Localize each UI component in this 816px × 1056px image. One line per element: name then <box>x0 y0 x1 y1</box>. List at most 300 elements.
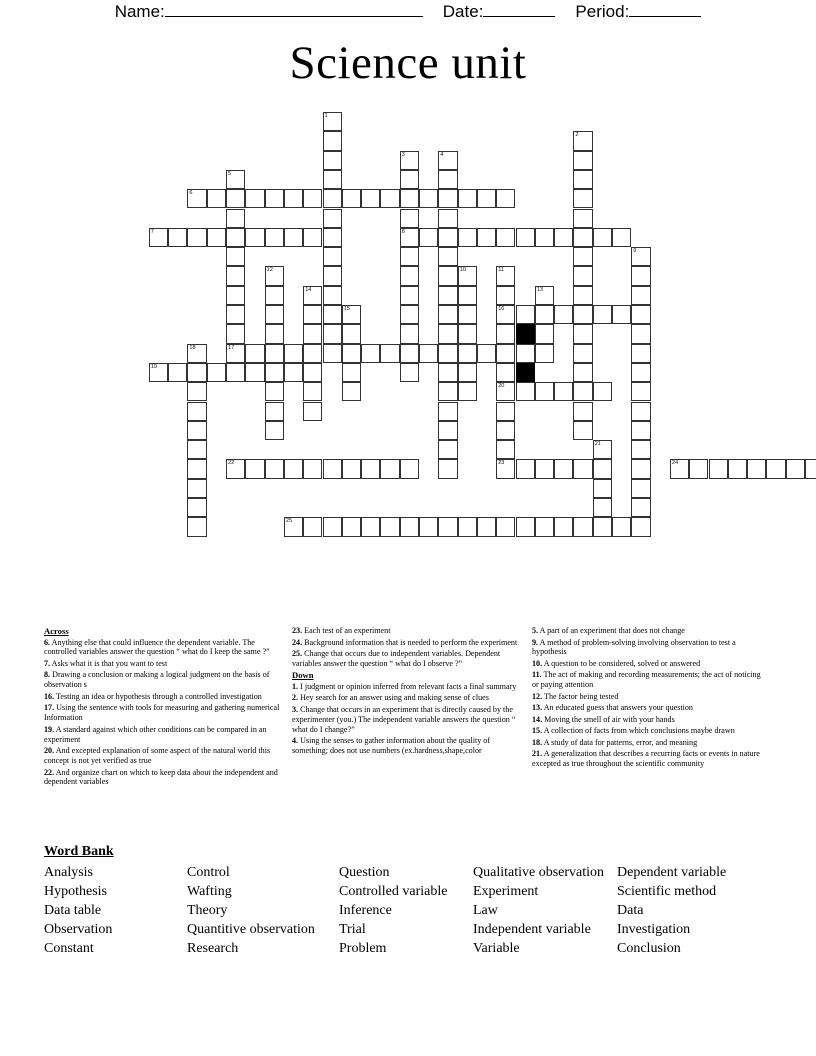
grid-cell[interactable] <box>226 305 245 324</box>
clue-item: 4. Using the senses to gather information about the quality of something; does not use numbers (ex.hardness,shape,color <box>292 736 491 756</box>
grid-cell[interactable] <box>342 459 361 478</box>
grid-cell[interactable] <box>323 189 342 208</box>
word-bank-heading: Word Bank <box>44 844 114 859</box>
grid-cell[interactable] <box>265 324 284 343</box>
clue-item: 13. An educated guess that answers your question <box>532 703 693 713</box>
word-bank-item: Scientific method <box>617 884 717 899</box>
grid-cell[interactable] <box>284 344 303 363</box>
grid-cell[interactable] <box>400 247 419 266</box>
grid-cell[interactable] <box>187 498 206 517</box>
grid-cell[interactable] <box>689 459 708 478</box>
grid-cell[interactable] <box>361 517 380 536</box>
clue-column-3 <box>532 626 768 771</box>
clue-number: 7. <box>44 658 51 668</box>
grid-cell[interactable] <box>593 228 612 247</box>
grid-cell[interactable] <box>631 305 650 324</box>
clue-number: 11. <box>532 670 542 680</box>
word-bank-item: Variable <box>473 941 520 956</box>
grid-cell-number: 13 <box>536 286 544 293</box>
grid-cell[interactable] <box>535 344 554 363</box>
grid-cell[interactable] <box>554 459 573 478</box>
word-bank-item: Investigation <box>617 922 691 937</box>
grid-cell[interactable] <box>573 459 592 478</box>
grid-cell[interactable] <box>573 266 592 285</box>
grid-cell[interactable] <box>400 344 419 363</box>
grid-cell[interactable] <box>323 209 342 228</box>
grid-cell[interactable] <box>265 421 284 440</box>
grid-cell[interactable] <box>458 286 477 305</box>
grid-cell[interactable] <box>573 363 592 382</box>
grid-cell[interactable] <box>284 517 303 536</box>
clue-number: 1. <box>292 681 299 691</box>
grid-cell[interactable] <box>593 305 612 324</box>
grid-cell-number: 12 <box>266 267 273 274</box>
grid-cell[interactable] <box>187 479 206 498</box>
word-bank-item: Wafting <box>187 884 232 899</box>
grid-cell[interactable] <box>573 421 592 440</box>
grid-cell[interactable] <box>573 189 592 208</box>
grid-cell[interactable] <box>438 440 457 459</box>
grid-cell[interactable] <box>187 382 206 401</box>
grid-cell[interactable] <box>187 363 206 382</box>
clue-item: 2. Hey search for an answer using and making sense of clues <box>292 693 489 703</box>
grid-cell[interactable] <box>245 459 264 478</box>
word-bank-item: Law <box>473 903 498 918</box>
grid-cell[interactable] <box>245 344 264 363</box>
grid-cell[interactable] <box>766 459 785 478</box>
grid-cell[interactable] <box>496 440 515 459</box>
grid-cell[interactable] <box>612 305 631 324</box>
grid-cell[interactable] <box>573 209 592 228</box>
grid-cell[interactable] <box>438 344 457 363</box>
grid-cell[interactable] <box>535 286 554 305</box>
grid-cell[interactable] <box>573 151 592 170</box>
page-title: Science unit <box>289 37 527 89</box>
grid-cell[interactable] <box>535 228 554 247</box>
grid-cell[interactable] <box>400 286 419 305</box>
grid-cell[interactable] <box>496 363 515 382</box>
grid-cell[interactable] <box>303 324 322 343</box>
grid-cell[interactable] <box>458 382 477 401</box>
grid-cell[interactable] <box>265 363 284 382</box>
word-bank-item: Independent variable <box>473 922 591 937</box>
grid-cell[interactable] <box>265 459 284 478</box>
grid-cell[interactable] <box>323 151 342 170</box>
grid-cell[interactable] <box>323 228 342 247</box>
grid-cell[interactable] <box>168 363 187 382</box>
grid-cell[interactable] <box>554 382 573 401</box>
grid-cell[interactable] <box>380 344 399 363</box>
grid-cell[interactable] <box>535 517 554 536</box>
grid-cell[interactable] <box>342 189 361 208</box>
grid-cell[interactable] <box>593 382 612 401</box>
grid-cell[interactable] <box>323 266 342 285</box>
grid-cell[interactable] <box>458 517 477 536</box>
grid-cell[interactable] <box>747 459 766 478</box>
grid-cell[interactable] <box>496 286 515 305</box>
word-bank-item: Conclusion <box>617 941 681 956</box>
grid-cell[interactable] <box>284 228 303 247</box>
grid-cell[interactable] <box>323 112 342 131</box>
grid-cell[interactable] <box>573 344 592 363</box>
grid-cell[interactable] <box>303 286 322 305</box>
grid-cell[interactable] <box>496 344 515 363</box>
grid-cell[interactable] <box>728 459 747 478</box>
word-bank-item: Data table <box>44 903 102 918</box>
clue-item: 1. I judgment or opinion inferred from relevant facts a final summary <box>292 681 517 691</box>
grid-cell[interactable] <box>438 363 457 382</box>
grid-cell[interactable] <box>303 189 322 208</box>
grid-cell[interactable] <box>303 402 322 421</box>
clue-number: 15. <box>532 726 543 736</box>
grid-cell[interactable] <box>516 517 535 536</box>
grid-cell[interactable] <box>593 498 612 517</box>
grid-cell[interactable] <box>187 189 206 208</box>
grid-cell[interactable] <box>265 286 284 305</box>
grid-cell[interactable] <box>573 131 592 150</box>
grid-cell[interactable] <box>265 266 284 285</box>
clue-item: 15. A collection of facts from which conclusions maybe drawn <box>532 726 735 736</box>
grid-cell[interactable] <box>226 189 245 208</box>
grid-cell[interactable] <box>438 402 457 421</box>
grid-cell[interactable] <box>631 421 650 440</box>
clue-item: 23. Each test of an experiment <box>292 626 391 635</box>
word-bank-item: Controlled variable <box>339 884 448 899</box>
grid-cell[interactable] <box>535 459 554 478</box>
grid-cell[interactable] <box>265 305 284 324</box>
grid-cell[interactable] <box>573 247 592 266</box>
grid-cell[interactable] <box>670 459 689 478</box>
grid-cell-number: 15 <box>343 306 351 312</box>
grid-cell[interactable] <box>265 382 284 401</box>
grid-cell[interactable] <box>631 479 650 498</box>
grid-cell[interactable] <box>535 324 554 343</box>
grid-cell[interactable] <box>342 363 361 382</box>
grid-cell[interactable] <box>265 402 284 421</box>
grid-cell[interactable] <box>361 189 380 208</box>
grid-cell[interactable] <box>573 305 592 324</box>
grid-cell[interactable] <box>207 189 226 208</box>
grid-cell[interactable] <box>342 305 361 324</box>
grid-cell[interactable] <box>477 517 496 536</box>
grid-cell[interactable] <box>400 189 419 208</box>
grid-cell[interactable] <box>477 189 496 208</box>
grid-cell[interactable] <box>631 517 650 536</box>
grid-cell[interactable] <box>400 228 419 247</box>
grid-cell[interactable] <box>284 363 303 382</box>
grid-cell[interactable] <box>438 305 457 324</box>
clue-number: 5. <box>532 626 539 635</box>
grid-cell[interactable] <box>786 459 805 478</box>
grid-cell[interactable] <box>400 305 419 324</box>
grid-cell[interactable] <box>265 189 284 208</box>
grid-cell[interactable] <box>187 228 206 247</box>
grid-cell[interactable] <box>496 228 515 247</box>
grid-cell[interactable] <box>573 286 592 305</box>
down-heading: Down <box>292 670 314 681</box>
grid-cell[interactable] <box>438 209 457 228</box>
grid-cell[interactable] <box>303 305 322 324</box>
grid-cell-number: 10 <box>459 267 466 274</box>
word-bank-item: Problem <box>339 941 387 956</box>
grid-cell-number: 14 <box>305 286 312 293</box>
grid-cell[interactable] <box>458 266 477 285</box>
grid-cell[interactable] <box>323 324 342 343</box>
grid-cell[interactable] <box>226 266 245 285</box>
grid-cell-number: 9 <box>633 248 637 255</box>
grid-cell[interactable] <box>380 459 399 478</box>
grid-cell[interactable] <box>438 421 457 440</box>
grid-cell[interactable] <box>438 228 457 247</box>
word-bank-item: Theory <box>187 903 228 918</box>
grid-cell[interactable] <box>516 459 535 478</box>
clue-number: 16. <box>44 691 55 701</box>
grid-cell[interactable] <box>631 382 650 401</box>
grid-cell-number: 16 <box>498 306 505 312</box>
clue-item: 18. A study of data for patterns, error, and meaning <box>532 737 698 747</box>
grid-cell[interactable] <box>303 382 322 401</box>
grid-cell[interactable] <box>516 228 535 247</box>
grid-cell-number: 24 <box>671 460 679 467</box>
clue-item: 6. Anything else that could influence the dependent variable. The controlled variables answer the question “ what do I keep the same ?” <box>44 637 270 657</box>
grid-cell[interactable] <box>496 517 515 536</box>
grid-cell[interactable] <box>612 228 631 247</box>
date-label: Date: <box>442 2 484 21</box>
grid-cell[interactable] <box>245 363 264 382</box>
grid-cell[interactable] <box>458 228 477 247</box>
grid-cell[interactable] <box>496 324 515 343</box>
grid-cell[interactable] <box>516 344 535 363</box>
grid-cell[interactable] <box>805 459 816 478</box>
grid-cell[interactable] <box>323 459 342 478</box>
grid-cell[interactable] <box>593 440 612 459</box>
grid-cell[interactable] <box>361 459 380 478</box>
grid-cell-number: 18 <box>189 344 196 351</box>
grid-cell[interactable] <box>323 170 342 189</box>
grid-cell[interactable] <box>149 228 168 247</box>
grid-cell[interactable] <box>496 459 515 478</box>
grid-cell[interactable] <box>245 228 264 247</box>
grid-cell[interactable] <box>516 305 535 324</box>
grid-cell[interactable] <box>458 324 477 343</box>
grid-cell[interactable] <box>400 209 419 228</box>
grid-cell[interactable] <box>342 324 361 343</box>
grid-cell[interactable] <box>458 189 477 208</box>
grid-cell[interactable] <box>438 151 457 170</box>
grid-cell[interactable] <box>323 305 342 324</box>
clue-item: 16. Testing an idea or hypothesis through a controlled investigation <box>44 691 262 701</box>
grid-cell[interactable] <box>361 344 380 363</box>
grid-cell-number: 17 <box>228 344 235 351</box>
grid-cell[interactable] <box>400 324 419 343</box>
grid-cell[interactable] <box>284 459 303 478</box>
clue-item: 21. A generalization that describes a recurring facts or events in nature excepted as true throughout the scientific community <box>532 749 760 769</box>
clue-number: 4. <box>292 736 299 746</box>
grid-cell[interactable] <box>631 363 650 382</box>
grid-cell[interactable] <box>323 247 342 266</box>
grid-cell[interactable] <box>573 382 592 401</box>
grid-cell[interactable] <box>323 286 342 305</box>
grid-cell[interactable] <box>400 363 419 382</box>
grid-cell[interactable] <box>226 459 245 478</box>
grid-cell[interactable] <box>342 517 361 536</box>
grid-cell[interactable] <box>323 344 342 363</box>
grid-cell[interactable] <box>207 228 226 247</box>
grid-cell[interactable] <box>419 228 438 247</box>
grid-cell[interactable] <box>303 228 322 247</box>
grid-cell[interactable] <box>226 286 245 305</box>
grid-cell[interactable] <box>149 363 168 382</box>
grid-cell[interactable] <box>323 517 342 536</box>
grid-cell[interactable] <box>226 209 245 228</box>
clue-number: 6. <box>44 637 51 647</box>
word-bank-item: Control <box>187 865 230 880</box>
grid-cell[interactable] <box>573 228 592 247</box>
grid-cell[interactable] <box>245 189 264 208</box>
grid-cell[interactable] <box>573 170 592 189</box>
grid-cell[interactable] <box>207 363 226 382</box>
grid-cell[interactable] <box>631 324 650 343</box>
clue-number: 18. <box>532 737 543 747</box>
grid-cell[interactable] <box>709 459 728 478</box>
grid-cell[interactable] <box>496 382 515 401</box>
grid-cell[interactable] <box>438 324 457 343</box>
grid-cell[interactable] <box>631 402 650 421</box>
grid-cell[interactable] <box>631 247 650 266</box>
grid-cell[interactable] <box>419 517 438 536</box>
grid-cell[interactable] <box>516 382 535 401</box>
grid-cell-number: 5 <box>228 170 232 177</box>
grid-cell[interactable] <box>438 459 457 478</box>
grid-cell[interactable] <box>573 402 592 421</box>
grid-cell[interactable] <box>226 170 245 189</box>
grid-cell[interactable] <box>400 151 419 170</box>
grid-cell-number: 2 <box>575 132 579 139</box>
grid-cell[interactable] <box>323 131 342 150</box>
grid-cell[interactable] <box>380 517 399 536</box>
grid-cell[interactable] <box>187 459 206 478</box>
grid-cell[interactable] <box>438 286 457 305</box>
clue-item: 7. Asks what it is that you want to test <box>44 658 168 668</box>
grid-cell[interactable] <box>438 189 457 208</box>
grid-cell[interactable] <box>187 517 206 536</box>
grid-cell[interactable] <box>631 344 650 363</box>
grid-cell[interactable] <box>419 189 438 208</box>
grid-cell-blocked <box>516 363 535 382</box>
grid-cell[interactable] <box>458 344 477 363</box>
grid-cell-number: 1 <box>324 113 328 119</box>
grid-cell[interactable] <box>573 324 592 343</box>
grid-cell[interactable] <box>419 344 438 363</box>
clue-item: 22. And organize chart on which to keep data about the independent and dependent variables <box>44 767 278 787</box>
clue-item: 8. Drawing a conclusion or making a logical judgment on the basis of observation s <box>44 670 270 690</box>
clue-number: 14. <box>532 714 543 724</box>
grid-cell[interactable] <box>438 517 457 536</box>
clue-item: 24. Background information that is needed to perform the experiment <box>292 637 518 647</box>
grid-cell[interactable] <box>438 382 457 401</box>
grid-cell[interactable] <box>477 344 496 363</box>
word-bank <box>44 843 784 958</box>
grid-cell[interactable] <box>593 479 612 498</box>
grid-cell[interactable] <box>187 440 206 459</box>
grid-cell[interactable] <box>187 402 206 421</box>
grid-cell[interactable] <box>554 228 573 247</box>
clue-item: 20. And excepted explanation of some aspect of the natural world this concept is not yet verified as true <box>44 746 271 766</box>
grid-cell[interactable] <box>535 305 554 324</box>
clue-item: 12. The factor being tested <box>532 691 619 701</box>
grid-cell[interactable] <box>631 440 650 459</box>
grid-cell[interactable] <box>438 170 457 189</box>
grid-cell[interactable] <box>187 344 206 363</box>
grid-cell[interactable] <box>265 344 284 363</box>
grid-cell[interactable] <box>496 266 515 285</box>
grid-cell[interactable] <box>226 247 245 266</box>
grid-cell[interactable] <box>226 363 245 382</box>
grid-cell-blocked <box>516 324 535 343</box>
grid-cell-number: 7 <box>150 228 154 235</box>
grid-cell[interactable] <box>400 170 419 189</box>
grid-cell[interactable] <box>438 266 457 285</box>
grid-cell[interactable] <box>265 228 284 247</box>
grid-cell[interactable] <box>342 382 361 401</box>
grid-cell[interactable] <box>303 344 322 363</box>
clue-item: 5. A part of an experiment that does not change <box>532 626 685 635</box>
grid-cell[interactable] <box>496 305 515 324</box>
grid-cell[interactable] <box>303 517 322 536</box>
grid-cell[interactable] <box>187 421 206 440</box>
grid-cell[interactable] <box>477 228 496 247</box>
grid-cell[interactable] <box>496 421 515 440</box>
grid-cell[interactable] <box>226 344 245 363</box>
word-bank-item: Dependent variable <box>617 865 727 880</box>
grid-cell[interactable] <box>342 344 361 363</box>
grid-cell[interactable] <box>168 228 187 247</box>
grid-cell-number: 19 <box>150 363 158 370</box>
grid-cell[interactable] <box>400 459 419 478</box>
grid-cell[interactable] <box>226 228 245 247</box>
clue-number: 17. <box>44 703 55 713</box>
grid-cell-number: 21 <box>594 441 601 448</box>
grid-cell[interactable] <box>400 517 419 536</box>
clue-number: 21. <box>532 749 543 759</box>
grid-cell[interactable] <box>400 266 419 285</box>
grid-cell-number: 6 <box>189 190 193 197</box>
grid-cell-number: 22 <box>228 460 235 467</box>
grid-cell[interactable] <box>496 189 515 208</box>
grid-cell[interactable] <box>612 517 631 536</box>
grid-cell-number: 20 <box>498 383 505 390</box>
grid-cell[interactable] <box>303 459 322 478</box>
grid-cell[interactable] <box>554 517 573 536</box>
grid-cell[interactable] <box>631 459 650 478</box>
grid-cell[interactable] <box>380 189 399 208</box>
grid-cell[interactable] <box>631 266 650 285</box>
grid-cell[interactable] <box>226 324 245 343</box>
grid-cell[interactable] <box>458 363 477 382</box>
grid-cell[interactable] <box>631 498 650 517</box>
grid-cell[interactable] <box>458 305 477 324</box>
grid-cell[interactable] <box>496 402 515 421</box>
grid-cell[interactable] <box>554 305 573 324</box>
grid-cell[interactable] <box>593 517 612 536</box>
grid-cell[interactable] <box>438 247 457 266</box>
grid-cell[interactable] <box>535 382 554 401</box>
grid-cell[interactable] <box>573 517 592 536</box>
grid-cell[interactable] <box>631 286 650 305</box>
grid-cell[interactable] <box>303 363 322 382</box>
grid-cell[interactable] <box>593 459 612 478</box>
grid-cell[interactable] <box>284 189 303 208</box>
